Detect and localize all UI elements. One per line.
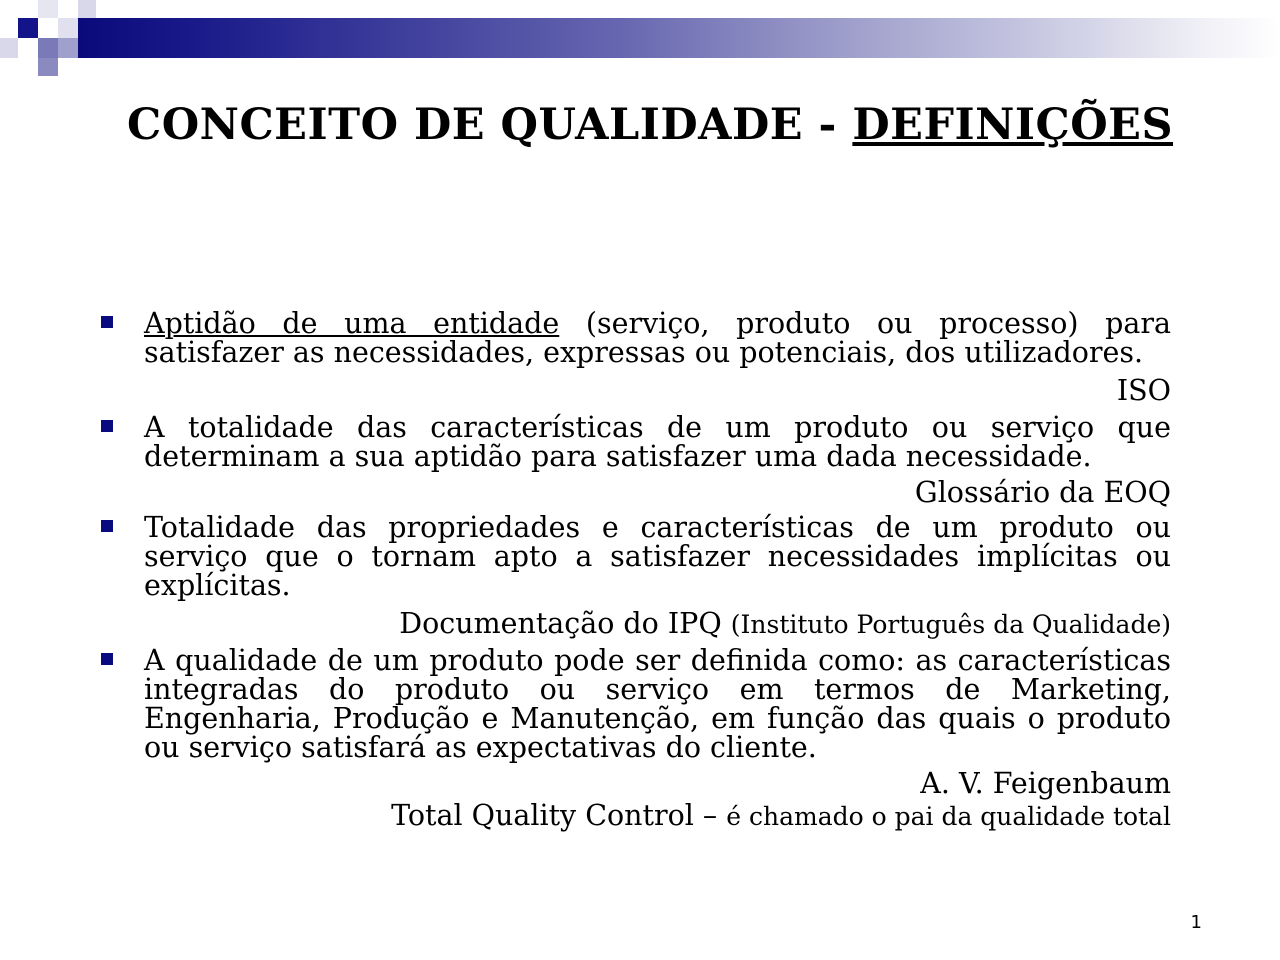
list-item: [98, 646, 1171, 762]
title-emphasis: DEFINIÇÕES: [852, 100, 1174, 150]
item-source: Glossário da EOQ: [914, 476, 1171, 509]
item-text: Totalidade das propriedades e características de um produto ou serviço que o tornam apto a satisfazer necessidades implícitas ou explícitas.: [144, 511, 1171, 602]
square-bullet-icon: [101, 316, 113, 328]
slide-title: [0, 100, 1280, 150]
decor-square: [38, 0, 58, 18]
item-source-secondary: [98, 801, 1171, 831]
item-text: A qualidade de um produto pode ser definida como: as características integradas do produto ou serviço em termos de Marketing, Engenharia, Produção e Manutenção, em função das quais o produto ou serviço satisfará as expectativas do cliente.: [144, 644, 1171, 764]
definitions-list: [98, 309, 1171, 831]
square-bullet-icon: [101, 420, 113, 432]
decor-square: [0, 38, 18, 58]
item-text: (serviço, produto ou processo) para satisfazer as necessidades, expressas ou potenciais, dos utilizadores.: [144, 307, 1171, 369]
item-source: ISO: [1116, 374, 1171, 407]
square-bullet-icon: [101, 653, 113, 665]
source-main: Documentação do IPQ: [399, 607, 722, 640]
list-item: [98, 413, 1171, 471]
decor-square: [18, 18, 38, 38]
list-item: [98, 513, 1171, 600]
decor-square: [78, 0, 96, 18]
decor-square: [38, 58, 58, 76]
header-gradient-band: [78, 18, 1280, 58]
list-item: [98, 309, 1171, 367]
page-number: 1: [1190, 912, 1202, 933]
decor-square: [58, 18, 78, 38]
item-source: [98, 609, 1171, 639]
source-detail: é chamado o pai da qualidade total: [726, 802, 1171, 831]
source-main: Total Quality Control –: [391, 799, 727, 832]
title-main: CONCEITO DE QUALIDADE -: [126, 100, 853, 150]
item-lead: Aptidão de uma entidade: [144, 307, 560, 340]
item-text: A totalidade das características de um produto ou serviço que determinam a sua aptidão para satisfazer uma dada necessidade.: [144, 411, 1171, 473]
item-source: A. V. Feigenbaum: [920, 767, 1171, 800]
decor-square: [38, 38, 58, 58]
square-bullet-icon: [101, 520, 113, 532]
decor-square: [58, 38, 78, 58]
source-detail: (Instituto Português da Qualidade): [730, 610, 1171, 639]
